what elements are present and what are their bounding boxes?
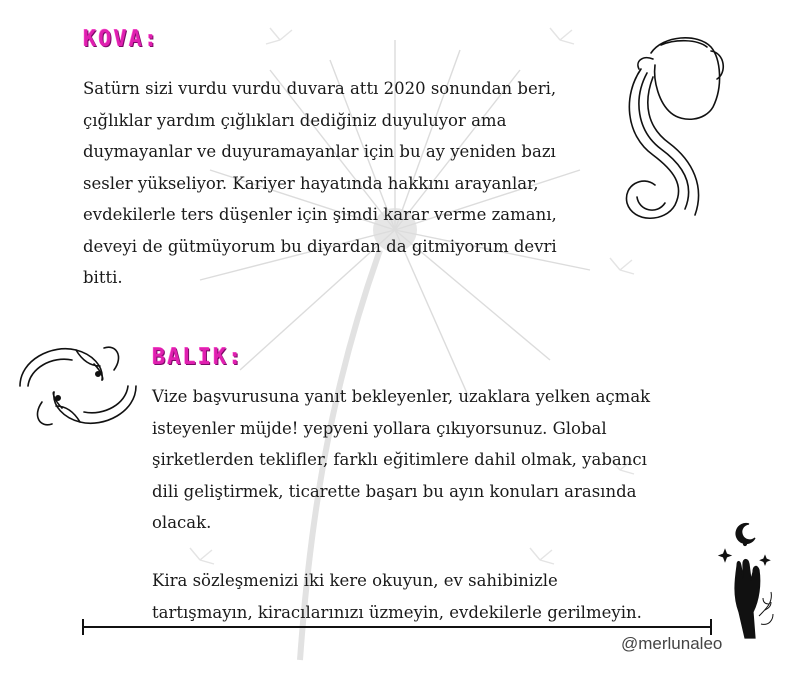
author-handle: @merlunaleo <box>621 634 723 653</box>
pisces-fish-icon <box>12 340 144 432</box>
mystic-hand-moon-icon <box>715 520 775 645</box>
kova-heading: KOVA: <box>83 27 160 52</box>
balik-text-1: Vize başvurusuna yanıt bekleyenler, uzaklara yelken açmak isteyenler müjde! yepyeni yollara çıkıyorsunuz. Global şirketlerden teklifler, farklı eğitimlere dahil olmak, yabancı dili geliştirmek, ticarette başarı bu ayın konuları arasında olacak. <box>152 387 651 532</box>
aquarius-jug-icon <box>613 25 728 235</box>
footer-divider-right-cap <box>710 619 712 635</box>
kova-text: Satürn sizi vurdu vurdu duvara attı 2020 sonundan beri, çığlıklar yardım çığlıkları dediğiniz duyuluyor ama duymayanlar ve duyuramayanlar için bu ay yeniden bazı sesler yükseliyor. Kariyer hayatında hakkını arayanlar, evdekilerle ters düşenler için şimdi karar verme zamanı, deveyi de gütmüyorum bu diyardan da gitmiyorum devri bitti. <box>83 79 557 287</box>
balik-text-2: Kira sözleşmenizi iki kere okuyun, ev sahibinizle tartışmayın, kiracılarınızı üzmeyin, evdekilerle gerilmeyin. <box>152 571 642 622</box>
footer-divider <box>83 626 711 628</box>
balik-heading: BALIK: <box>152 345 244 370</box>
footer-divider-left-cap <box>82 619 84 635</box>
